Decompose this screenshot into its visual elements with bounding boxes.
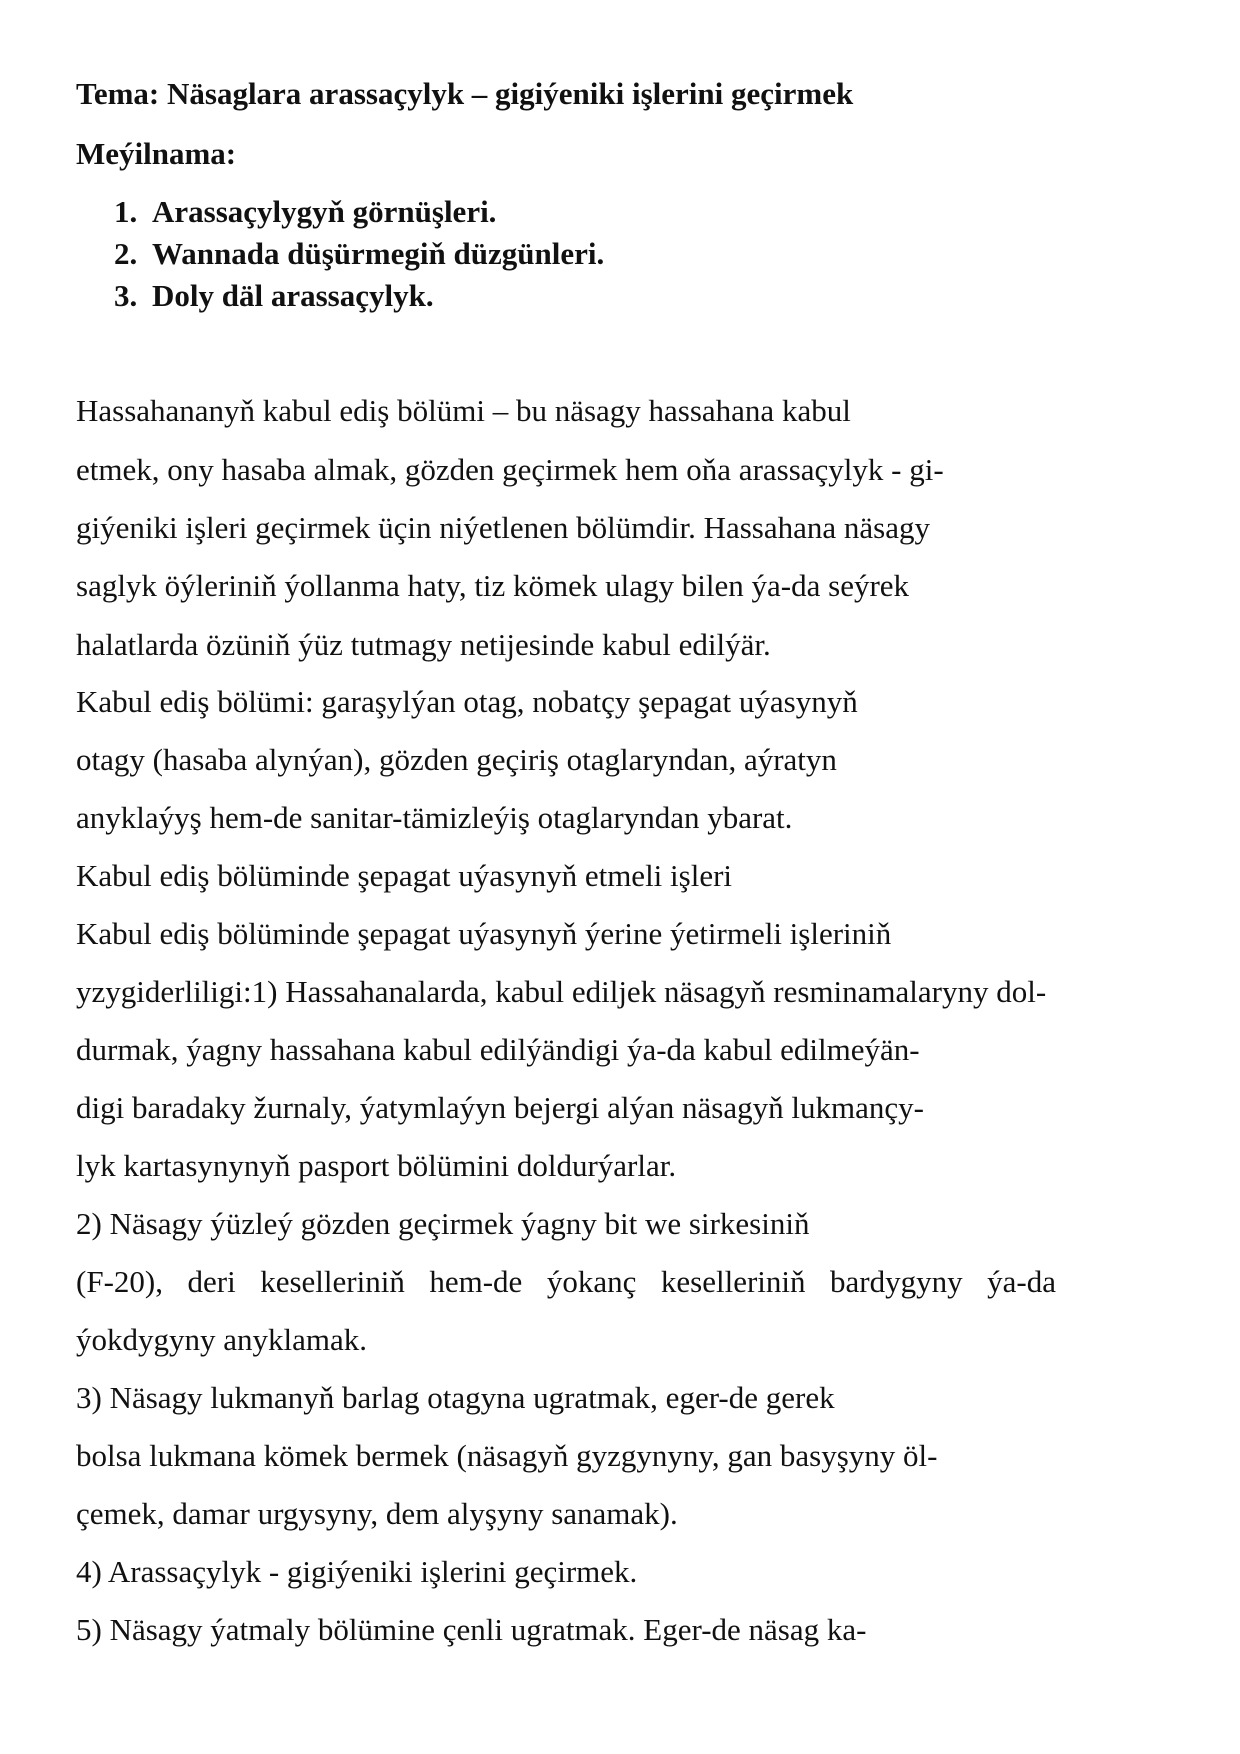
body-line: giýeniki işleri geçirmek üçin niýetlenen bölümdir. Hassahana näsagy [76, 510, 930, 545]
body-line: digi baradaky žurnaly, ýatymlaýyn bejergi alýan näsagyň lukmançy- [76, 1090, 924, 1125]
body-line: otagy (hasaba alynýan), gözden geçiriş otaglaryndan, aýratyn [76, 742, 837, 777]
body-line: Kabul ediş bölüminde şepagat uýasynyň ýerine ýetirmeli işleriniň [76, 916, 892, 951]
body-line: 4) Arassaçylyk - gigiýeniki işlerini geçirmek. [76, 1554, 638, 1589]
body-line: etmek, ony hasaba almak, gözden geçirmek hem oňa arassaçylyk - gi- [76, 452, 944, 487]
body-line: 2) Näsagy ýüzleý gözden geçirmek ýagny bit we sirkesiniň [76, 1206, 810, 1241]
body-line: 5) Näsagy ýatmaly bölümine çenli ugratmak. Eger-de näsag ka- [76, 1612, 867, 1647]
body-line: Kabul ediş bölümi: garaşylýan otag, nobatçy şepagat uýasynyň [76, 684, 858, 719]
plan-item-text: Arassaçylygyň görnüşleri. [152, 194, 497, 229]
plan-item-text: Doly däl arassaçylyk. [152, 278, 434, 313]
document-title: Tema: Näsaglara arassaçylyk – gigiýeniki işlerini geçirmek [76, 76, 854, 111]
body-line: saglyk öýleriniň ýollanma haty, tiz kömek ulagy bilen ýa-da seýrek [76, 568, 910, 603]
plan-item [114, 278, 434, 314]
plan-item-text: Wannada düşürmegiň düzgünleri. [152, 236, 605, 271]
body-line: Hassahananyň kabul ediş bölümi – bu näsagy hassahana kabul [76, 393, 851, 428]
body-line: lyk kartasynynyň pasport bölümini doldurýarlar. [76, 1148, 677, 1183]
plan-heading: Meýilnama: [76, 136, 237, 171]
plan-item [114, 194, 496, 230]
body-line: yzygiderliligi:1) Hassahanalarda, kabul ediljek näsagyň resminamalaryny dol- [76, 974, 1047, 1009]
body-line: ýokdygyny anyklamak. [76, 1322, 368, 1357]
body-line: halatlarda özüniň ýüz tutmagy netijesinde kabul edilýär. [76, 627, 771, 662]
body-line: 3) Näsagy lukmanyň barlag otagyna ugratmak, eger-de gerek [76, 1380, 835, 1415]
body-line: çemek, damar urgysyny, dem alyşyny sanamak). [76, 1496, 678, 1531]
body-line: bolsa lukmana kömek bermek (näsagyň gyzgynyny, gan basyşyny öl- [76, 1438, 938, 1473]
plan-item [114, 236, 604, 272]
body-line: anyklaýyş hem-de sanitar-tämizleýiş otaglaryndan ybarat. [76, 800, 793, 835]
body-line: (F-20), deri keselleriniň hem-de ýokanç keselleriniň bardygyny ýa-da [76, 1264, 1056, 1299]
body-line: durmak, ýagny hassahana kabul edilýändigi ýa-da kabul edilmeýän- [76, 1032, 920, 1067]
plan-item-number: 1. [114, 194, 138, 229]
plan-item-number: 2. [114, 236, 138, 271]
plan-item-number: 3. [114, 278, 138, 313]
body-line: Kabul ediş bölüminde şepagat uýasynyň etmeli işleri [76, 858, 733, 893]
